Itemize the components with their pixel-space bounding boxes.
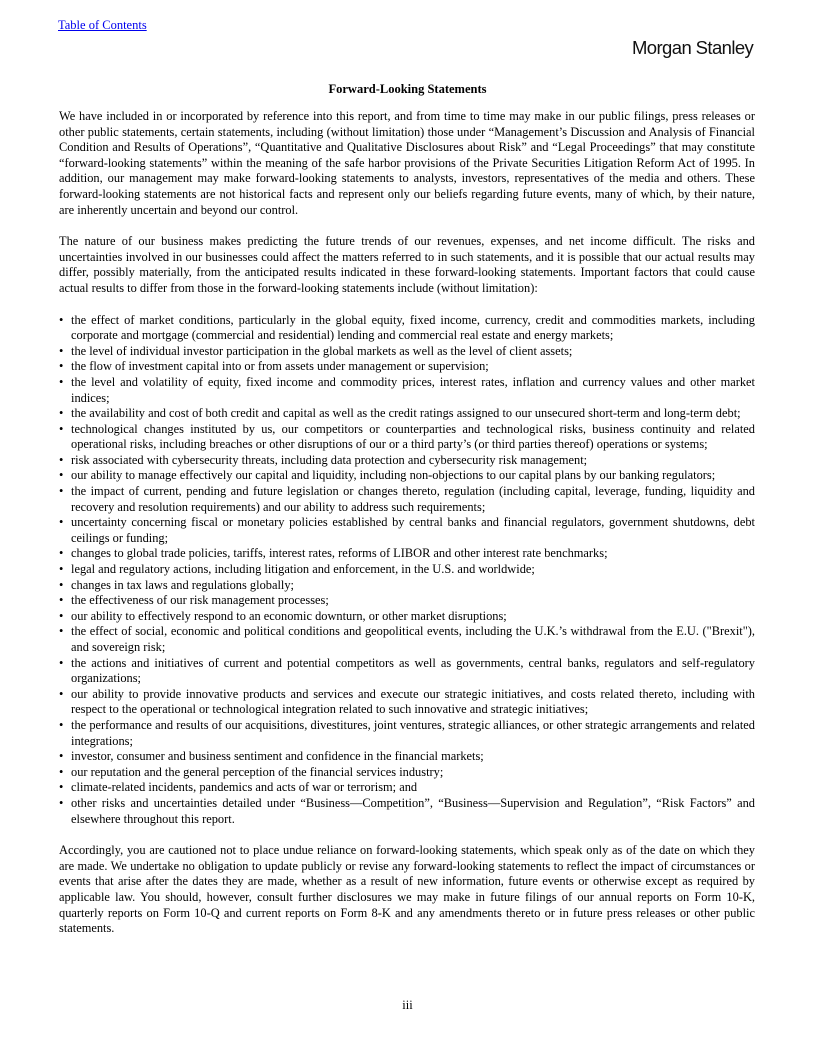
risk-factor-text: uncertainty concerning fiscal or monetary policies established by central banks and financial regulators, government shutdowns, debt ceilings or funding; <box>71 515 755 545</box>
risk-factor-text: the impact of current, pending and future legislation or changes thereto, regulation (including capital, leverage, funding, liquidity and recovery and resolution requirements) and our ability to address such requirements; <box>71 484 755 514</box>
bullet-icon: • <box>59 780 64 795</box>
risk-factor-item <box>59 313 755 344</box>
bullet-icon: • <box>59 546 64 561</box>
risk-factor-text: changes in tax laws and regulations globally; <box>71 577 294 592</box>
bullet-icon: • <box>59 359 64 374</box>
intro-paragraph: We have included in or incorporated by reference into this report, and from time to time may make in our public filings, press releases or other public statements, certain statements, including (without limitation) those under “Management’s Discussion and Analysis of Financial Condition and Results of Operations”, “Quantitative and Qualitative Disclosures about Risk” and “Legal Proceedings” that may constitute “forward-looking statements” within the meaning of the safe harbor provisions of the Private Securities Litigation Reform Act of 1995. In addition, our management may make forward-looking statements to analysts, investors, representatives of the media and others. These forward-looking statements are not historical facts and represent only our beliefs regarding future events, many of which, by their nature, are inherently uncertain and beyond our control. <box>59 109 755 217</box>
risk-factor-text: the effect of market conditions, particularly in the global equity, fixed income, currency, credit and commodities markets, including corporate and mortgage (commercial and residential) lending and commercial real estate and energy markets; <box>71 312 755 343</box>
risk-factor-item <box>59 578 755 594</box>
risk-factor-text: our ability to effectively respond to an economic downturn, or other market disruptions; <box>71 608 507 623</box>
risk-factor-item <box>59 718 755 749</box>
risk-factor-text: the level and volatility of equity, fixed income and commodity prices, interest rates, inflation and currency values and other market indices; <box>71 374 755 405</box>
risk-factor-item <box>59 796 755 827</box>
bullet-icon: • <box>59 749 64 764</box>
risk-factor-item <box>59 624 755 655</box>
risk-factor-text: the effectiveness of our risk management processes; <box>71 593 329 608</box>
risk-factor-list <box>59 313 755 828</box>
bullet-icon: • <box>59 562 64 577</box>
risk-factor-item <box>59 562 755 578</box>
risk-factor-item <box>59 406 755 422</box>
bullet-icon: • <box>59 655 64 670</box>
table-of-contents-link[interactable]: Table of Contents <box>58 18 147 32</box>
nature-paragraph: The nature of our business makes predicting the future trends of our revenues, expenses, and net income difficult. The risks and uncertainties involved in our businesses could affect the matters referred to in such statements, and it is possible that our actual results may differ, possibly materially, from the anticipated results indicated in these forward-looking statements. Important factors that could cause actual results to differ from those in the forward-looking statements include (without limitation): <box>59 234 755 295</box>
risk-factor-item <box>59 422 755 453</box>
risk-factor-text: legal and regulatory actions, including litigation and enforcement, in the U.S. and worldwide; <box>71 562 535 577</box>
bullet-icon: • <box>59 421 64 436</box>
risk-factor-item <box>59 484 755 515</box>
risk-factor-text: other risks and uncertainties detailed under “Business—Competition”, “Business—Supervision and Regulation”, “Risk Factors” and elsewhere throughout this report. <box>71 795 755 826</box>
risk-factor-item <box>59 468 755 484</box>
risk-factor-text: climate-related incidents, pandemics and acts of war or terrorism; and <box>71 780 418 795</box>
risk-factor-text: the actions and initiatives of current and potential competitors as well as governments, central banks, regulators and self-regulatory organizations; <box>71 655 755 686</box>
bullet-icon: • <box>59 312 64 327</box>
risk-factor-text: the flow of investment capital into or from assets under management or supervision; <box>71 359 489 374</box>
risk-factor-text: the effect of social, economic and political conditions and geopolitical events, including the U.K.’s withdrawal from the E.U. ("Brexit"), and sovereign risk; <box>71 624 755 654</box>
risk-factor-item <box>59 546 755 562</box>
risk-factor-item <box>59 344 755 360</box>
bullet-icon: • <box>59 764 64 779</box>
risk-factor-item <box>59 609 755 625</box>
risk-factor-item <box>59 656 755 687</box>
bullet-icon: • <box>59 577 64 592</box>
risk-factor-text: changes to global trade policies, tariffs, interest rates, reforms of LIBOR and other interest rate benchmarks; <box>71 546 608 561</box>
risk-factor-text: our reputation and the general perception of the financial services industry; <box>71 764 444 779</box>
risk-factor-item <box>59 749 755 765</box>
closing-paragraph: Accordingly, you are cautioned not to place undue reliance on forward-looking statements, which speak only as of the date on which they are made. We undertake no obligation to update publicly or revise any forward-looking statements to reflect the impact of circumstances or events that arise after the dates they are made, whether as a result of new information, future events or otherwise except as required by applicable law. You should, however, consult further disclosures we may make in future filings of our annual reports on Form 10-K, quarterly reports on Form 10-Q and current reports on Form 8-K and any amendments thereto or in future press releases or other public statements. <box>59 843 755 936</box>
bullet-icon: • <box>59 452 64 467</box>
bullet-icon: • <box>59 717 64 732</box>
bullet-icon: • <box>59 624 64 639</box>
risk-factor-text: technological changes instituted by us, our competitors or counterparties and technological risks, business continuity and related operational risks, including breaches or other disruptions of our or a third party’s (or third parties thereof) operations or systems; <box>71 421 755 452</box>
risk-factor-text: risk associated with cybersecurity threats, including data protection and cybersecurity risk management; <box>71 452 588 467</box>
bullet-icon: • <box>59 343 64 358</box>
bullet-icon: • <box>59 515 64 530</box>
bullet-icon: • <box>59 608 64 623</box>
bullet-icon: • <box>59 468 64 483</box>
risk-factor-text: the availability and cost of both credit and capital as well as the credit ratings assigned to our unsecured short-term and long-term debt; <box>71 406 741 421</box>
bullet-icon: • <box>59 406 64 421</box>
risk-factor-text: investor, consumer and business sentiment and confidence in the financial markets; <box>71 749 484 764</box>
bullet-icon: • <box>59 484 64 499</box>
bullet-icon: • <box>59 374 64 389</box>
bullet-icon: • <box>59 593 64 608</box>
risk-factor-item <box>59 359 755 375</box>
page-title: Forward-Looking Statements <box>328 82 487 96</box>
document-body <box>59 109 755 953</box>
risk-factor-text: our ability to manage effectively our capital and liquidity, including non-objections to our capital plans by our banking regulators; <box>71 468 716 483</box>
risk-factor-text: our ability to provide innovative products and services and execute our strategic initiatives, and costs related thereto, including with respect to the operational or technological integration related to such innovative and strategic initiatives; <box>71 686 755 717</box>
risk-factor-text: the level of individual investor participation in the global markets as well as the level of client assets; <box>71 343 573 358</box>
page-number: iii <box>402 998 413 1012</box>
risk-factor-item <box>59 375 755 406</box>
risk-factor-item <box>59 765 755 781</box>
bullet-icon: • <box>59 686 64 701</box>
risk-factor-item <box>59 515 755 546</box>
risk-factor-item <box>59 593 755 609</box>
risk-factor-item <box>59 687 755 718</box>
bullet-icon: • <box>59 795 64 810</box>
morgan-stanley-logo: Morgan Stanley <box>632 37 754 58</box>
risk-factor-text: the performance and results of our acquisitions, divestitures, joint ventures, strategic alliances, or other strategic arrangements and related integrations; <box>71 717 755 748</box>
risk-factor-item <box>59 453 755 469</box>
risk-factor-item <box>59 780 755 796</box>
